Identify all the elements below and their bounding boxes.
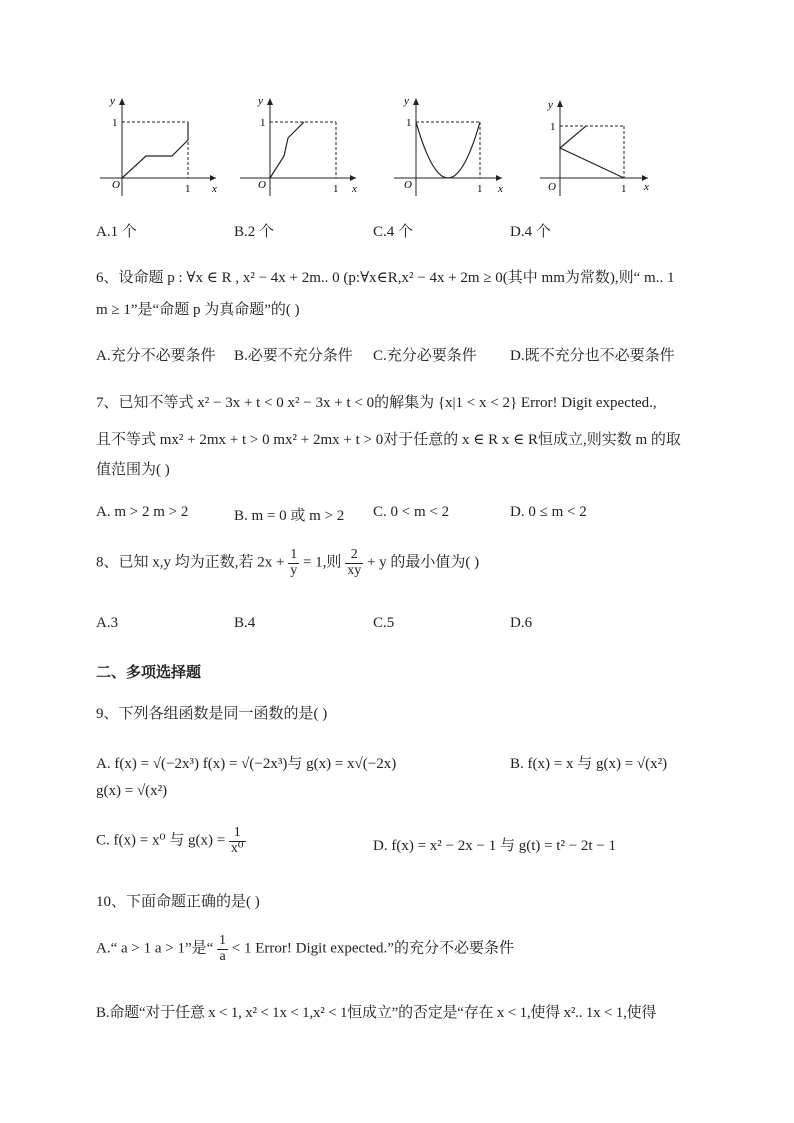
q5-option-d: D.4 个 (510, 224, 551, 240)
q6-option-a: A.充分不必要条件 (96, 348, 216, 364)
q10-a-suffix: < 1 Error! Digit expected.”的充分不必要条件 (231, 940, 514, 957)
q9-option-a-line2: g(x) = √(x²) (96, 783, 168, 799)
q8-frac2-num: 2 (345, 548, 363, 564)
q7-option-a: A. m > 2 m > 2 (96, 504, 189, 520)
y-axis-label: y (548, 99, 553, 111)
q9-option-b: B. f(x) = x 与 g(x) = √(x²) (510, 756, 668, 772)
x-axis-label: x (644, 181, 649, 193)
q9-c-prefix: C. f(x) = x⁰ 与 g(x) = (96, 832, 226, 849)
q7-option-d: D. 0 ≤ m < 2 (510, 504, 587, 520)
q8-option-a: A.3 (96, 615, 119, 631)
q7-stem-line3: 值范围为( ) (96, 462, 170, 478)
origin-label: O (112, 179, 120, 191)
y-axis-label: y (258, 95, 263, 107)
q10-option-a (96, 934, 514, 964)
q8-stem (96, 548, 479, 578)
x-one-label: 1 (333, 183, 339, 195)
q8-fraction-1 (288, 548, 299, 578)
q8-fraction-2 (345, 548, 363, 578)
q10-a-den: a (219, 948, 226, 964)
origin-label: O (548, 181, 556, 193)
y-one-label: 1 (260, 117, 266, 129)
x-one-label: 1 (621, 183, 627, 195)
x-axis-label: x (352, 183, 357, 195)
q9-option-a-line1: A. f(x) = √(−2x³) f(x) = √(−2x³)与 g(x) = x√(−2x) (96, 756, 397, 772)
q9-option-c (96, 826, 246, 856)
q10-a-num: 1 (219, 933, 227, 948)
y-one-label: 1 (406, 117, 412, 129)
graph-d (520, 92, 660, 202)
q8-option-b: B.4 (234, 615, 256, 631)
q10-option-b: B.命题“对于任意 x < 1, x² < 1x < 1,x² < 1恒成立”的否定是“存在 x < 1,使得 x².. 1x < 1,使得 (96, 1005, 657, 1021)
q8-prefix: 8、已知 x,y 均为正数,若 2x + (96, 554, 285, 571)
x-axis-label: x (212, 183, 217, 195)
q7-option-c: C. 0 < m < 2 (373, 504, 450, 520)
q6-stem-line2: m ≥ 1”是“命题 p 为真命题”的( ) (96, 302, 300, 318)
q7-stem-line2: 且不等式 mx² + 2mx + t > 0 mx² + 2mx + t > 0对于任意的 x ∈ R x ∈ R恒成立,则实数 m 的取 (96, 432, 681, 448)
q10-a-fraction (217, 934, 228, 964)
y-axis-label: y (404, 95, 409, 107)
x-axis-label: x (498, 183, 503, 195)
q6-option-b: B.必要不充分条件 (234, 348, 353, 364)
section-heading: 二、多项选择题 (96, 663, 202, 681)
q9-c-den: x⁰ (230, 840, 244, 856)
q8-option-c: C.5 (373, 615, 395, 631)
q10-stem: 10、下面命题正确的是( ) (96, 894, 260, 910)
q9-stem: 9、下列各组函数是同一函数的是( ) (96, 706, 328, 722)
q6-option-c: C.充分必要条件 (373, 348, 477, 364)
q5-option-c: C.4 个 (373, 224, 414, 240)
q6-stem-line1: 6、设命题 p : ∀x ∈ R , x² − 4x + 2m.. 0 (p:∀x∈R,x² − 4x + 2m ≥ 0(其中 mm为常数),则“ m.. 1 (96, 270, 675, 286)
q5-option-b: B.2 个 (234, 224, 275, 240)
q9-c-fraction (229, 826, 246, 856)
q8-frac2-den: xy (347, 562, 362, 578)
y-axis-label: y (110, 95, 115, 107)
q5-option-a: A.1 个 (96, 224, 137, 240)
graph-a (92, 92, 222, 202)
origin-label: O (258, 179, 266, 191)
origin-label: O (404, 179, 412, 191)
y-one-label: 1 (112, 117, 118, 129)
q8-frac1-num: 1 (290, 547, 298, 562)
q9-c-num: 1 (229, 826, 246, 842)
q8-mid: = 1,则 (302, 554, 342, 571)
x-one-label: 1 (477, 183, 483, 195)
graph-b (232, 92, 362, 202)
q7-option-b: B. m = 0 或 m > 2 (234, 508, 345, 524)
q6-option-d: D.既不充分也不必要条件 (510, 348, 675, 364)
q7-stem-line1: 7、已知不等式 x² − 3x + t < 0 x² − 3x + t < 0的解集为 {x|1 < x < 2} Error! Digit expected., (96, 395, 657, 411)
q10-a-prefix: A.“ a > 1 a > 1”是“ (96, 940, 214, 957)
q8-option-d: D.6 (510, 615, 533, 631)
x-one-label: 1 (185, 183, 191, 195)
q8-frac1-den: y (290, 562, 298, 578)
q8-suffix: + y 的最小值为( ) (366, 554, 480, 571)
q9-option-d: D. f(x) = x² − 2x − 1 与 g(t) = t² − 2t − 1 (373, 838, 617, 854)
y-one-label: 1 (550, 121, 556, 133)
graph-c (374, 92, 514, 202)
